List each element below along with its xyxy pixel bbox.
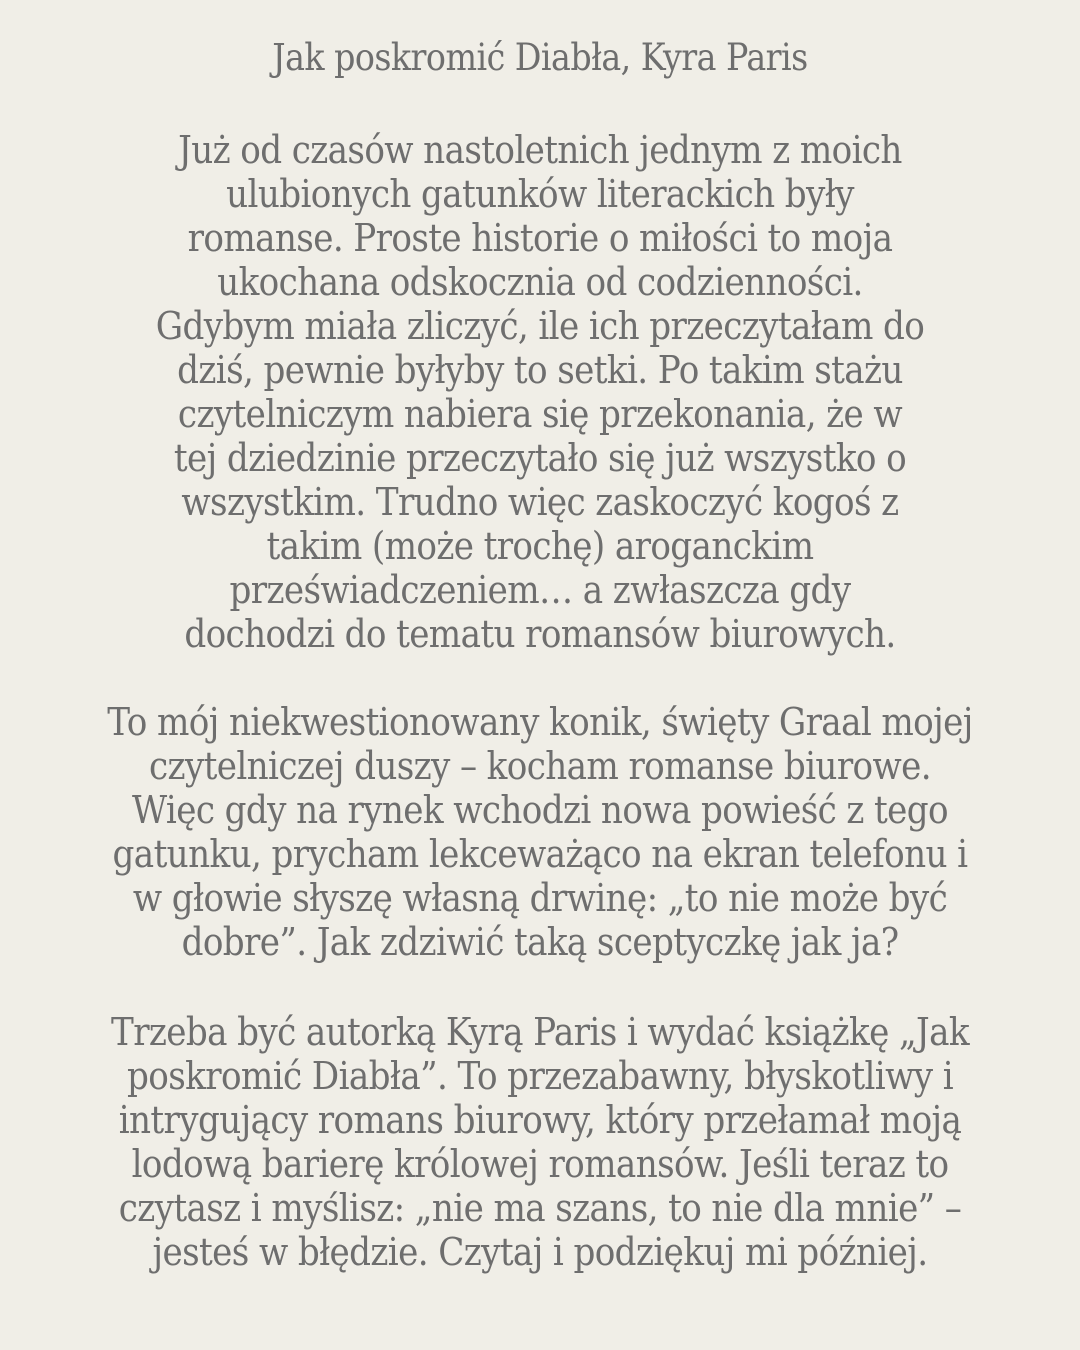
paragraph-line: tej dziedzinie przeczytało się już wszystko o [173,436,907,480]
paragraph-line: dochodzi do tematu romansów biurowych. [184,612,896,656]
paragraph-2 [54,700,1026,964]
paragraph-line: lodową barierę królowej romansów. Jeśli teraz to [131,1142,949,1186]
paragraph-1 [54,128,1026,656]
paragraph-line: To mój niekwestionowany konik, święty Graal mojej [107,700,973,744]
paragraph-line: romanse. Proste historie o miłości to moja [187,216,893,260]
paragraph-line: ukochana odskocznia od codzienności. [217,260,863,304]
paragraph-line: Gdybym miała zliczyć, ile ich przeczytałam do [155,304,925,348]
paragraph-line: takim (może trochę) aroganckim [266,524,814,568]
document-title: Jak poskromić Diabła, Kyra Paris [272,36,808,79]
paragraph-3 [54,1010,1026,1274]
paragraph-line: gatunku, prycham lekceważąco na ekran telefonu i [112,832,968,876]
paragraph-line: dobre”. Jak zdziwić taką sceptyczkę jak ja? [181,920,899,964]
paragraph-line: ulubionych gatunków literackich były [226,172,854,216]
paragraph-line: Już od czasów nastoletnich jednym z moich [178,128,902,172]
paragraph-line: Więc gdy na rynek wchodzi nowa powieść z tego [132,788,948,832]
paragraph-line: Trzeba być autorką Kyrą Paris i wydać książkę „Jak [111,1010,969,1054]
paragraph-line: czytelniczej duszy – kocham romanse biurowe. [148,744,932,788]
paragraph-line: intrygujący romans biurowy, który przełamał moją [118,1098,962,1142]
paragraph-line: dziś, pewnie byłyby to setki. Po takim stażu [177,348,903,392]
paragraph-line: wszystkim. Trudno więc zaskoczyć kogoś z [181,480,899,524]
paragraph-line: jesteś w błędzie. Czytaj i podziękuj mi później. [152,1230,928,1274]
paragraph-line: poskromić Diabła”. To przezabawny, błyskotliwy i [126,1054,954,1098]
paragraph-line: w głowie słyszę własną drwinę: „to nie może być [132,876,948,920]
paragraph-line: przeświadczeniem… a zwłaszcza gdy [229,568,851,612]
paragraph-line: czytelniczym nabiera się przekonania, że w [177,392,903,436]
paragraph-line: czytasz i myślisz: „nie ma szans, to nie dla mnie” – [118,1186,962,1230]
